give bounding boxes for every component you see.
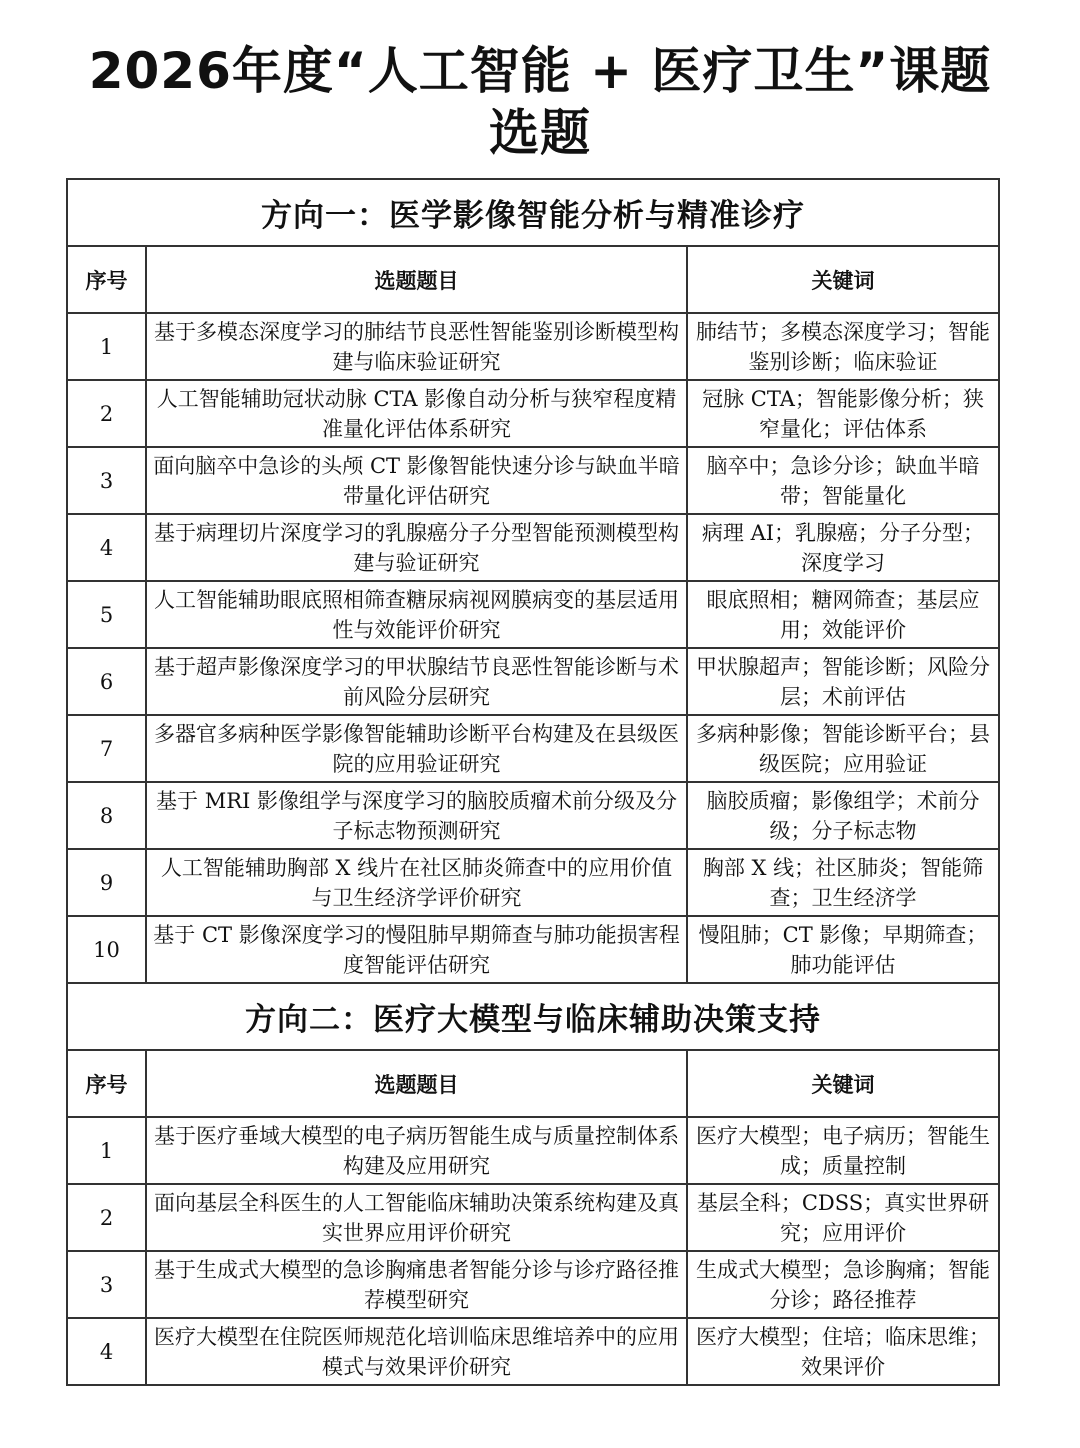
section-heading: 方向一：医学影像智能分析与精准诊疗 xyxy=(67,179,999,246)
topic-title: 医疗大模型在住院医师规范化培训临床思维培养中的应用模式与效果评价研究 xyxy=(146,1318,687,1385)
row-number: 4 xyxy=(67,1318,146,1385)
table-row xyxy=(67,1251,999,1318)
topic-title: 基于病理切片深度学习的乳腺癌分子分型智能预测模型构建与验证研究 xyxy=(146,514,687,581)
table-row xyxy=(67,380,999,447)
topic-keywords: 医疗大模型；电子病历；智能生成；质量控制 xyxy=(687,1117,999,1184)
table-row xyxy=(67,916,999,983)
topic-title: 人工智能辅助胸部 X 线片在社区肺炎筛查中的应用价值与卫生经济学评价研究 xyxy=(146,849,687,916)
column-header-keywords: 关键词 xyxy=(687,246,999,313)
topic-title: 基于医疗垂域大模型的电子病历智能生成与质量控制体系构建及应用研究 xyxy=(146,1117,687,1184)
topic-keywords: 慢阻肺；CT 影像；早期筛查；肺功能评估 xyxy=(687,916,999,983)
row-number: 1 xyxy=(67,1117,146,1184)
column-header-keywords: 关键词 xyxy=(687,1050,999,1117)
column-header-num: 序号 xyxy=(67,246,146,313)
row-number: 3 xyxy=(67,1251,146,1318)
document-title-line-2: 选题 xyxy=(489,104,591,162)
topic-title: 基于 CT 影像深度学习的慢阻肺早期筛查与肺功能损害程度智能评估研究 xyxy=(146,916,687,983)
row-number: 6 xyxy=(67,648,146,715)
topic-keywords: 眼底照相；糖网筛查；基层应用；效能评价 xyxy=(687,581,999,648)
column-header-num: 序号 xyxy=(67,1050,146,1117)
topic-keywords: 脑卒中；急诊分诊；缺血半暗带；智能量化 xyxy=(687,447,999,514)
table-row xyxy=(67,1318,999,1385)
table-row xyxy=(67,849,999,916)
topic-title: 面向基层全科医生的人工智能临床辅助决策系统构建及真实世界应用评价研究 xyxy=(146,1184,687,1251)
table-row xyxy=(67,447,999,514)
topic-keywords: 冠脉 CTA；智能影像分析；狭窄量化；评估体系 xyxy=(687,380,999,447)
topic-keywords: 甲状腺超声；智能诊断；风险分层；术前评估 xyxy=(687,648,999,715)
topic-keywords: 胸部 X 线；社区肺炎；智能筛查；卫生经济学 xyxy=(687,849,999,916)
table-row xyxy=(67,514,999,581)
topic-title: 基于超声影像深度学习的甲状腺结节良恶性智能诊断与术前风险分层研究 xyxy=(146,648,687,715)
table-row xyxy=(67,313,999,380)
topic-title: 多器官多病种医学影像智能辅助诊断平台构建及在县级医院的应用验证研究 xyxy=(146,715,687,782)
topic-keywords: 脑胶质瘤；影像组学；术前分级；分子标志物 xyxy=(687,782,999,849)
topic-title: 基于 MRI 影像组学与深度学习的脑胶质瘤术前分级及分子标志物预测研究 xyxy=(146,782,687,849)
topic-title: 基于生成式大模型的急诊胸痛患者智能分诊与诊疗路径推荐模型研究 xyxy=(146,1251,687,1318)
section-heading: 方向二：医疗大模型与临床辅助决策支持 xyxy=(67,983,999,1050)
row-number: 5 xyxy=(67,581,146,648)
topic-keywords: 医疗大模型；住培；临床思维；效果评价 xyxy=(687,1318,999,1385)
topic-keywords: 生成式大模型；急诊胸痛；智能分诊；路径推荐 xyxy=(687,1251,999,1318)
table-row xyxy=(67,581,999,648)
row-number: 8 xyxy=(67,782,146,849)
table-row xyxy=(67,1117,999,1184)
row-number: 9 xyxy=(67,849,146,916)
row-number: 7 xyxy=(67,715,146,782)
topic-title: 人工智能辅助冠状动脉 CTA 影像自动分析与狭窄程度精准量化评估体系研究 xyxy=(146,380,687,447)
topic-title: 面向脑卒中急诊的头颅 CT 影像智能快速分诊与缺血半暗带量化评估研究 xyxy=(146,447,687,514)
topics-table xyxy=(66,178,1000,1386)
row-number: 10 xyxy=(67,916,146,983)
topic-keywords: 肺结节；多模态深度学习；智能鉴别诊断；临床验证 xyxy=(687,313,999,380)
section-heading-row xyxy=(67,179,999,246)
table-row xyxy=(67,1184,999,1251)
topic-keywords: 基层全科；CDSS；真实世界研究；应用评价 xyxy=(687,1184,999,1251)
table-row xyxy=(67,648,999,715)
section-heading-row xyxy=(67,983,999,1050)
row-number: 2 xyxy=(67,380,146,447)
topic-keywords: 多病种影像；智能诊断平台；县级医院；应用验证 xyxy=(687,715,999,782)
document-title-line-1: 2026年度“人工智能 + 医疗卫生”课题 xyxy=(88,42,992,100)
column-header-title: 选题题目 xyxy=(146,246,687,313)
topic-title: 基于多模态深度学习的肺结节良恶性智能鉴别诊断模型构建与临床验证研究 xyxy=(146,313,687,380)
document-title xyxy=(0,40,1080,164)
row-number: 4 xyxy=(67,514,146,581)
row-number: 2 xyxy=(67,1184,146,1251)
table-row xyxy=(67,715,999,782)
column-header-title: 选题题目 xyxy=(146,1050,687,1117)
row-number: 1 xyxy=(67,313,146,380)
topics-table-body xyxy=(67,179,999,1385)
topic-keywords: 病理 AI；乳腺癌；分子分型；深度学习 xyxy=(687,514,999,581)
topic-title: 人工智能辅助眼底照相筛查糖尿病视网膜病变的基层适用性与效能评价研究 xyxy=(146,581,687,648)
row-number: 3 xyxy=(67,447,146,514)
table-row xyxy=(67,782,999,849)
column-header-row xyxy=(67,1050,999,1117)
column-header-row xyxy=(67,246,999,313)
